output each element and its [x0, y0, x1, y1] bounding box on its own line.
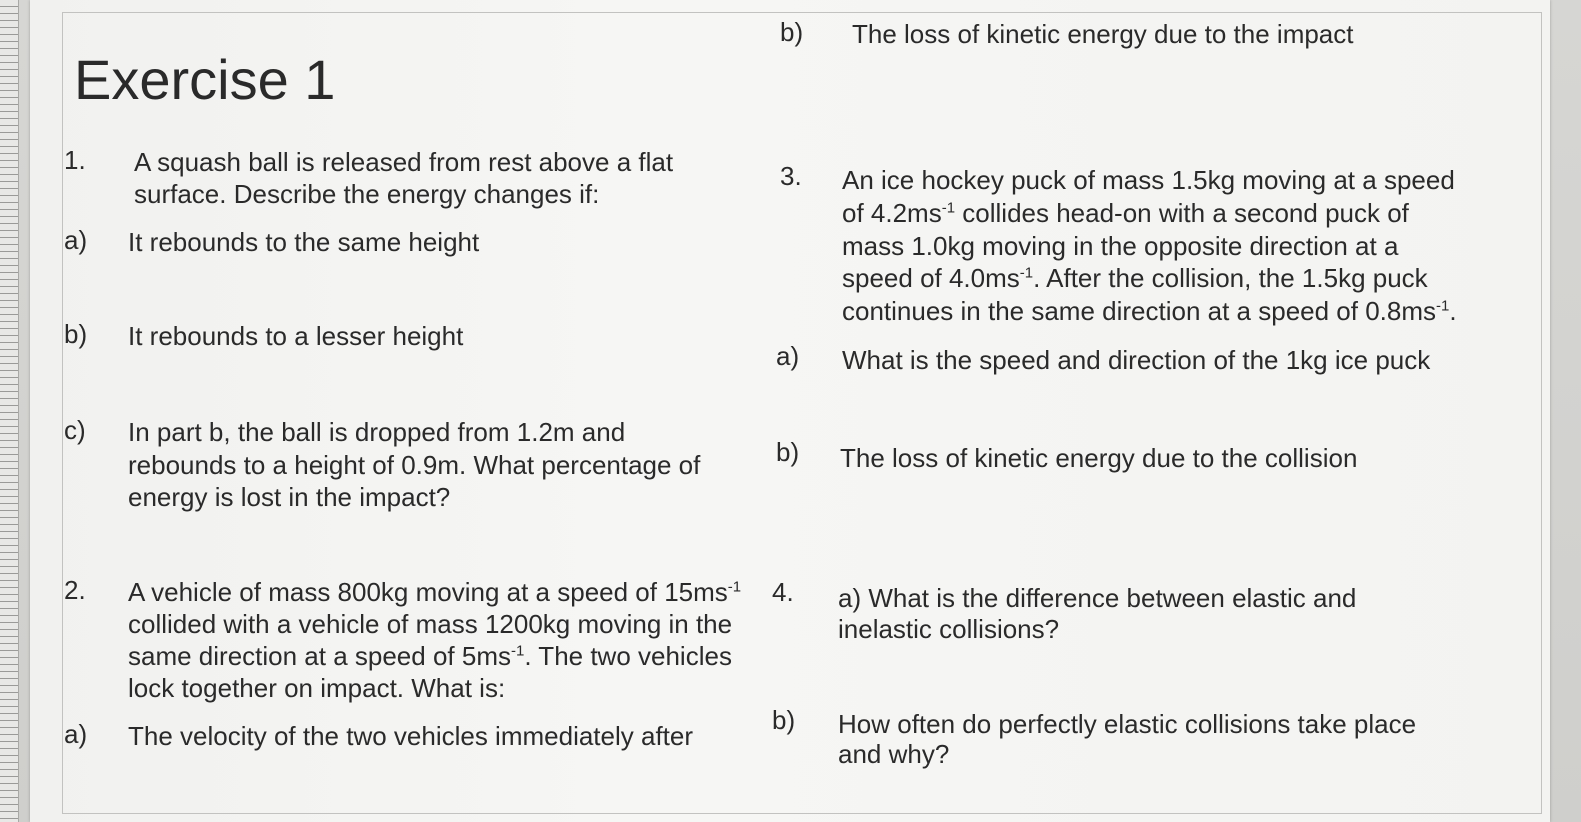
q3-line-5-post: . — [1449, 296, 1457, 326]
q2-line-3-text: same direction at a speed of 5ms — [128, 641, 511, 671]
q2-b-text: The loss of kinetic energy due to the impact — [852, 19, 1354, 49]
q3-line-5 — [842, 295, 1457, 327]
q1-c-line-1: In part b, the ball is dropped from 1.2m and — [128, 417, 626, 447]
q3-line-4-post: . After the collision, the 1.5kg puck — [1033, 263, 1428, 293]
q4-a-line-1: a) What is the difference between elastic and — [838, 583, 1357, 613]
q3-line-2 — [842, 197, 1409, 229]
q3-line-5-pre: continues in the same direction at a speed of 0.8ms — [842, 296, 1437, 326]
q3-line-2-sup: -1 — [941, 199, 956, 217]
q3-a-text: What is the speed and direction of the 1kg ice puck — [842, 345, 1431, 375]
q1-c-label: c) — [64, 415, 86, 445]
q3-line-4 — [842, 262, 1428, 294]
q4-b-line-2: and why? — [838, 739, 950, 769]
exercise-title: Exercise 1 — [74, 48, 336, 111]
q3-number: 3. — [780, 161, 802, 191]
q2-line-1-text: A vehicle of mass 800kg moving at a speed of 15ms — [128, 577, 728, 607]
q4-b-label: b) — [772, 705, 796, 735]
q3-line-4-sup: -1 — [1019, 264, 1034, 282]
q2-line-3 — [128, 640, 732, 672]
q2-line-1-sup: -1 — [727, 578, 742, 596]
q1-b-label: b) — [64, 319, 88, 349]
q1-b-text: It rebounds to a lesser height — [128, 321, 464, 351]
q2-line-3-sup: -1 — [510, 642, 525, 660]
q3-b-label: b) — [776, 437, 800, 467]
q3-line-1: An ice hockey puck of mass 1.5kg moving at a speed — [842, 165, 1455, 195]
q3-line-2-post: collides head-on with a second puck of — [955, 198, 1409, 228]
q1-c-line-3: energy is lost in the impact? — [128, 482, 451, 512]
q1-a-text: It rebounds to the same height — [128, 227, 480, 257]
q2-a-label: a) — [64, 719, 88, 749]
q2-line-4: lock together on impact. What is: — [128, 673, 506, 703]
q4-number: 4. — [772, 577, 794, 607]
q1-a-label: a) — [64, 225, 88, 255]
q4-b-line-1: How often do perfectly elastic collisions take place — [838, 709, 1417, 739]
q1-line-1: A squash ball is released from rest above a flat — [134, 147, 674, 177]
q3-a-label: a) — [776, 341, 800, 371]
q2-line-3-post: . The two vehicles — [524, 641, 732, 671]
q3-line-5-sup: -1 — [1436, 297, 1450, 315]
q2-number: 2. — [64, 575, 86, 605]
q3-line-3: mass 1.0kg moving in the opposite direction at a — [842, 231, 1399, 261]
q1-number: 1. — [64, 145, 86, 175]
q2-line-2: collided with a vehicle of mass 1200kg moving in the — [128, 609, 733, 639]
q2-line-1 — [128, 576, 741, 608]
q3-b-text: The loss of kinetic energy due to the collision — [840, 443, 1358, 473]
q4-a-line-2: inelastic collisions? — [838, 614, 1060, 644]
q3-line-2-pre: of 4.2ms — [842, 198, 942, 228]
q2-a-text: The velocity of the two vehicles immediately after — [128, 721, 694, 751]
q3-line-4-pre: speed of 4.0ms — [842, 263, 1020, 293]
q1-line-2: surface. Describe the energy changes if: — [134, 179, 600, 209]
q1-c-line-2: rebounds to a height of 0.9m. What percentage of — [128, 450, 701, 480]
q2-b-label: b) — [780, 17, 804, 47]
vertical-ruler — [0, 0, 19, 822]
